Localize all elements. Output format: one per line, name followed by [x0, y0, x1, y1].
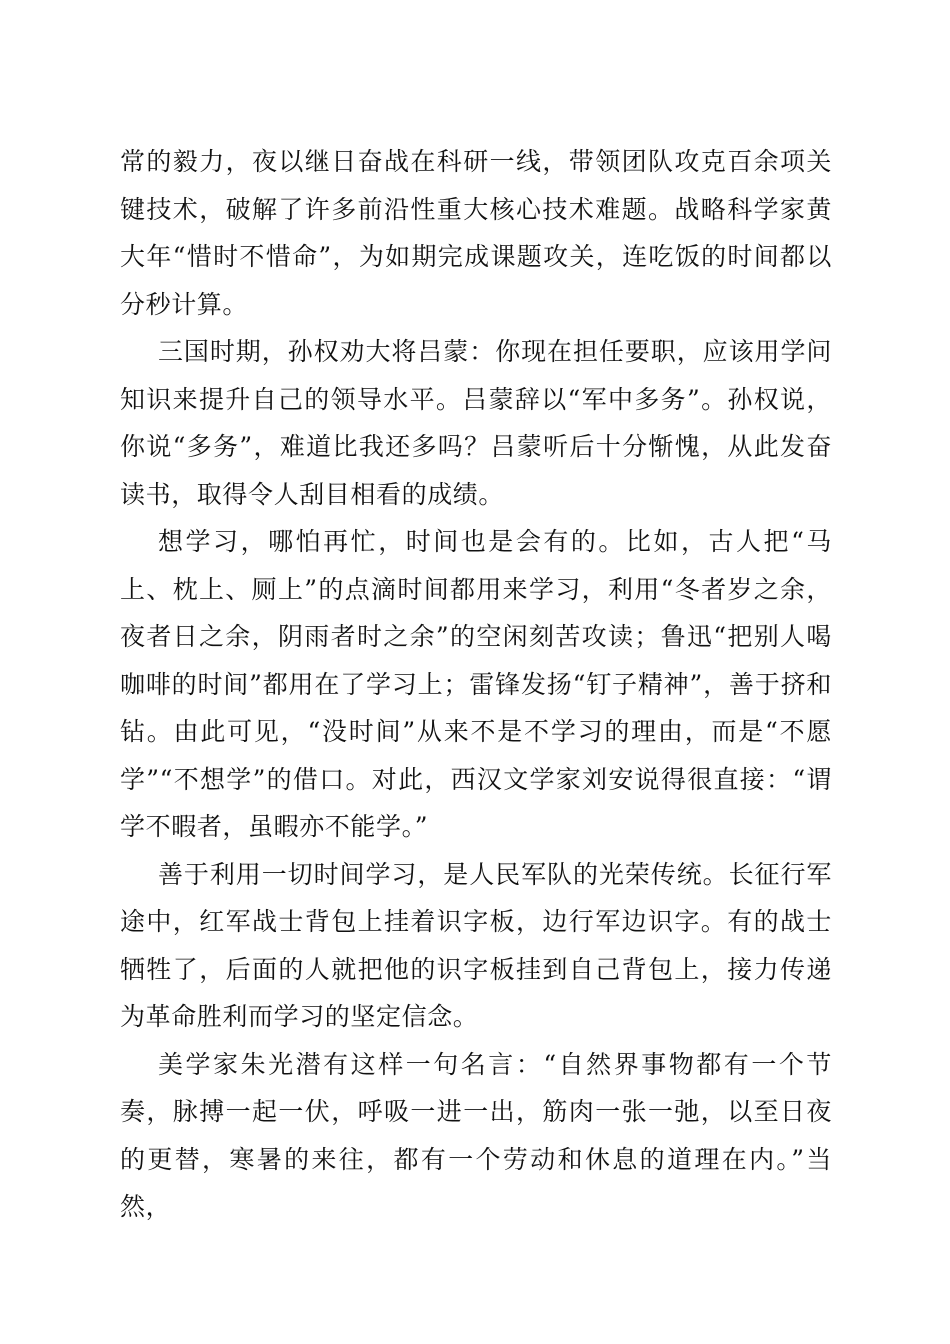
- paragraph-continued: 常的毅力，夜以继日奋战在科研一线，带领团队攻克百余项关键技术，破解了许多前沿性重大核心技术难题。战略科学家黄大年“惜时不惜命”，为如期完成课题攻关，连吃饭的时间都以分秒计算。: [120, 147, 832, 319]
- paragraph-zhu-guangqian-quote: 美学家朱光潜有这样一句名言：“自然界事物都有一个节奏，脉搏一起一伏，呼吸一进一出，筋肉一张一弛，以至日夜的更替，寒暑的来往，都有一个劳动和休息的道理在内。”当然，: [120, 1049, 832, 1221]
- paragraph-sun-quan-lv-meng: 三国时期，孙权劝大将吕蒙：你现在担任要职，应该用学问知识来提升自己的领导水平。吕蒙辞以“军中多务”。孙权说，你说“多务”，难道比我还多吗？吕蒙听后十分惭愧，从此发奋读书，取得令人刮目相看的成绩。: [120, 337, 832, 509]
- document-body: [120, 138, 832, 1231]
- paragraph-time-for-study: 想学习，哪怕再忙，时间也是会有的。比如，古人把“马上、枕上、厕上”的点滴时间都用来学习，利用“冬者岁之余，夜者日之余，阴雨者时之余”的空闲刻苦攻读；鲁迅“把别人喝咖啡的时间”都用在了学习上；雷锋发扬“钉子精神”，善于挤和钻。由此可见，“没时间”从来不是不学习的理由，而是“不愿学”“不想学”的借口。对此，西汉文学家刘安说得很直接：“谓学不暇者，虽暇亦不能学。”: [120, 527, 832, 841]
- paragraph-red-army-tradition: 善于利用一切时间学习，是人民军队的光荣传统。长征行军途中，红军战士背包上挂着识字板，边行军边识字。有的战士牺牲了，后面的人就把他的识字板挂到自己背包上，接力传递为革命胜利而学习的坚定信念。: [120, 859, 832, 1031]
